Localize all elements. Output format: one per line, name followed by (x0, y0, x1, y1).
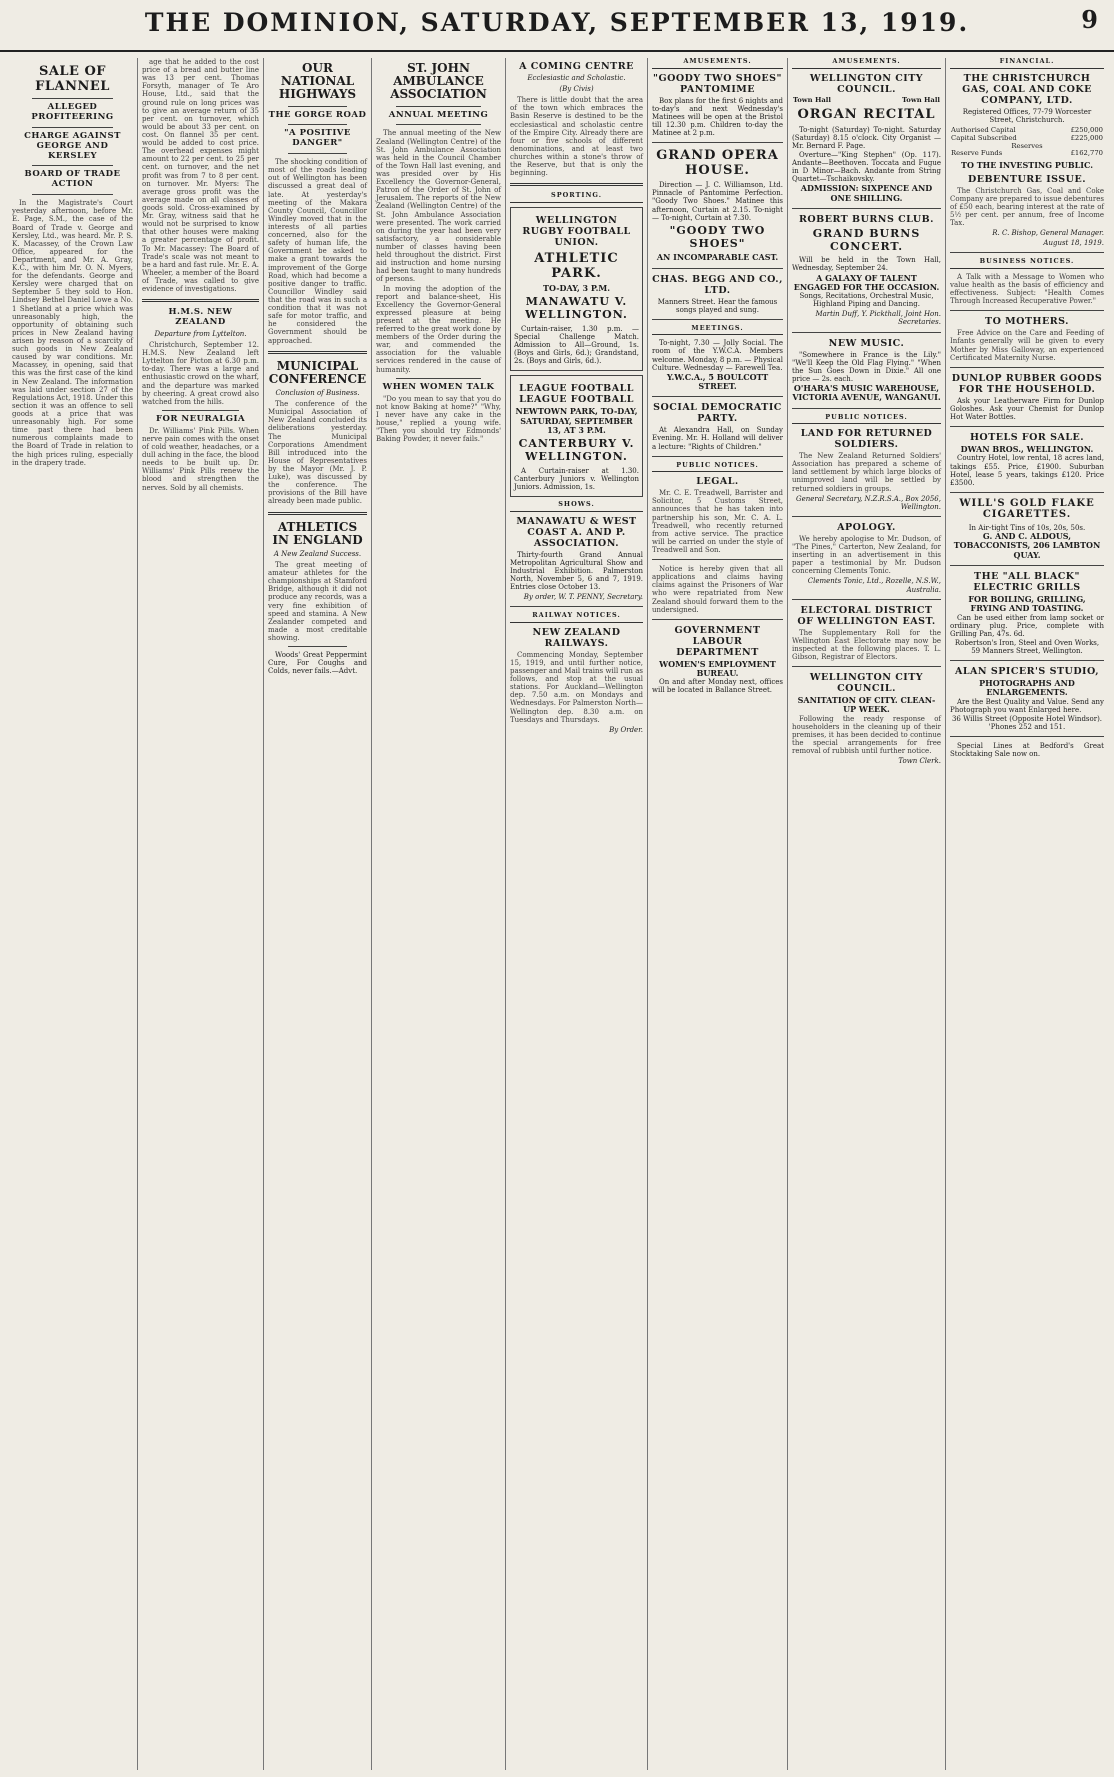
capital-table (950, 127, 1104, 159)
aldous-text: G. AND C. ALDOUS, TOBACCONISTS, 206 LAMBTON QUAY. (953, 531, 1101, 560)
league-teams: CANTERBURY V. WELLINGTON. (518, 437, 635, 463)
meetings-text: To-night, 7.30 — Jolly Social. The room of the Y.W.C.A. Members welcome. Monday, 8 p.m. — Physical Culture. Wednesday — Farewell Tea. (652, 339, 783, 372)
social-text: At Alexandra Hall, on Sunday Evening. Mr. H. Holland will deliver a lecture: "Rights of Children." (652, 426, 783, 451)
highways-subhead-2: "A POSITIVE DANGER" (284, 128, 351, 149)
town-hall-right: Town Hall (902, 95, 940, 104)
new-music-head: NEW MUSIC. (828, 337, 905, 349)
newspaper-title: THE DOMINION, SATURDAY, SEPTEMBER 13, 1919. (144, 8, 970, 37)
business-header: BUSINESS NOTICES. (950, 258, 1104, 269)
column-3 (264, 58, 372, 1770)
apology-text: We hereby apologise to Mr. Dudson, of "The Pines," Carterton, New Zealand, for inserting in an advertisement in this paper a testimonial by Mr. Dudson concerning Clements Tonic. (792, 534, 941, 576)
labour-dept-sub: WOMEN'S EMPLOYMENT BUREAU. (659, 658, 776, 679)
league-venue: NEWTOWN PARK, TO-DAY, SATURDAY, SEPTEMBER 13, AT 3 P.M. (515, 406, 638, 435)
burns-list: Songs, Recitations, Orchestral Music, Highland Piping and Dancing. (799, 292, 934, 309)
dunlop-text: Ask your Leatherware Firm for Dunlop Goloshes. Ask your Chemist for Dunlop Hot Water Bottles. (950, 396, 1104, 422)
column-2 (138, 58, 264, 1770)
public-notices-header-2: PUBLIC NOTICES. (792, 414, 941, 425)
hms-nz-text: Christchurch, September 12. H.M.S. New Zealand left Lyttelton for Picton at 6.30 p.m. to-day. There was a large and enthusiastic crowd on the wharf, and the departure was marked by cheering. A great crowd also watched from the hills. (142, 341, 259, 406)
ohara-address: O'HARA'S MUSIC WAREHOUSE, VICTORIA AVENUE, WANGANUI. (792, 382, 941, 403)
pantomime-text: Box plans for the first 6 nights and to-day's and next Wednesday's Matinees will be open at the Bristol till 12.30 p.m. Children to-day the Matinee at 2 p.m. (652, 96, 783, 137)
capital-label: Reserve Funds (951, 149, 1003, 158)
show-ad-head: MANAWATU & WEST COAST A. AND P. ASSOCIATION. (516, 515, 637, 549)
railway-text: Commencing Monday, September 15, 1919, and until further notice, passenger and Mail trains will run as follows, and stop at the usual stations. For Auckland—Wellington dep. 7.50 a.m. on Mondays and Wednesdays. For Palmerston North—Wellington dep. 8.30 a.m. on Tuesdays and Thursdays. (510, 650, 643, 724)
coming-centre-head: A COMING CENTRE (519, 61, 634, 72)
neuralgia-ad-text: Dr. Williams' Pink Pills. When nerve pain comes with the onset of cold weather, headaches, or a dull aching in the face, the blood needs to be built up. Dr. Williams' Pink Pills renew the blood and strengthen the nerves. Sold by all chemists. (142, 426, 260, 492)
studio-address: 36 Willis Street (Opposite Hotel Windsor). 'Phones 252 and 151. (951, 714, 1103, 731)
shows-header: SHOWS. (510, 501, 643, 512)
column-8 (946, 58, 1108, 1770)
amusements-header-2: AMUSEMENTS. (792, 58, 941, 69)
debenture-sign: R. C. Bishop, General Manager. (992, 229, 1104, 238)
flannel-article-continued: age that he added to the cost price of a bread and butter line was 13 per cent. Thomas Forsyth, manager of Te Aro House, Ltd., said that the ground rule on long prices was to give an average return of 35 per cent. on turnover, which would be about 33 per cent. on cost. On flannel 35 per cent. would be added to cost price. The overhead expenses might amount to 22 per cent. to 25 per cent. on turnover, and the net profit was from 7 to 8 per cent. on turnover. Mr. Myers: The average gross profit was the average made on all classes of goods sold. Cross-examined by Mr. Gray, witness said that he would not be surprised to know that other houses were making a greater percentage of profit. To Mr. Macassey: The Board of Trade's scale was not meant to be a hard and fast rule. Mr. E. A. Wheeler, a member of the Board of Trade, was called to give evidence of investigations. (142, 58, 259, 294)
town-hall-banner (792, 97, 941, 105)
bedford-sale-text: Special Lines at Bedford's Great Stocktaking Sale now on. (950, 742, 1104, 759)
municipal-text: The conference of the Municipal Association of New Zealand concluded its deliberations yesterday. The Municipal Corporations Amendment Bill introduced into the House of Representatives by the Mayor (Mr. J. P. Luke), was discussed by the conference. The provisions of the Bill have already been made public. (268, 400, 367, 506)
rugby-head: WELLINGTON RUGBY FOOTBALL UNION. (522, 214, 631, 248)
page-number: 9 (1081, 5, 1098, 34)
athletics-text: The great meeting of amateur athletes for the championships at Stamford Bridge, although it did not produce any records, was a very fine exhibition of speed and stamina. A New Zealander competed and made a most creditable showing. (268, 561, 367, 643)
coming-centre-sub: Ecclesiastic and Scholastic. (527, 74, 626, 83)
land-sign: General Secretary, N.Z.R.S.A., Box 2056, Wellington. (796, 494, 941, 511)
apology-sign: Clements Tonic, Ltd., Rozelle, N.S.W., Australia. (807, 577, 941, 594)
wills-text: In Air-tight Tins of 10s, 20s, 50s. (968, 524, 1086, 533)
robertson-address: Robertson's Iron, Steel and Oven Works, 59 Manners Street, Wellington. (954, 638, 1100, 655)
gas-company-head: THE CHRISTCHURCH GAS, COAL AND COKE COMPANY, LTD. (962, 72, 1092, 106)
hotels-sub: DWAN BROS., WELLINGTON. (960, 444, 1094, 455)
flannel-article-text: In the Magistrate's Court yesterday afternoon, before Mr. E. Page, S.M., the case of the Board of Trade v. George and Kersley, Ltd., was heard. Mr. P. S. K. Macassey, of the Crown Law Office, appeared for the Department, and Mr. A. Gray, K.C., with him Mr. O. N. Myers, for the defendants. George and Kersley were charged that on September 5 they sold to Hon. Lindsey Bethel Daniel Lowe a No. 1 Shetland at a price which was unreasonably high, the opportunity of obtaining such prices in New Zealand having arisen by reason of a scarcity of such goods in New Zealand caused by war conditions. Mr. Macassey, in opening, said that this was the first case of the kind in New Zealand. The information was laid under section 27 of the Regulations Act, 1918. Under this section it was an offence to sell goods at a price that was unreasonably high. For some time past there had been numerous complaints made to the Board of Trade in relation to the high prices ruling, especially in the drapery trade. (12, 199, 133, 467)
column-1 (8, 58, 138, 1770)
hms-nz-headline: H.M.S. NEW ZEALAND (168, 307, 233, 328)
sanitation-sign: Town Clerk. (898, 757, 941, 766)
financial-header: FINANCIAL. (950, 58, 1104, 69)
st-john-text: The annual meeting of the New Zealand (Wellington Centre) of the St. John Ambulance Association was held in the Council Chamber of the Town Hall last evening, and was presided over by His Excellency the Governor-General, Patron of the Order of St. John of Jerusalem. The reports of the New Zealand (Wellington Centre) of the St. John Ambulance Association were presented. The work carried on during the year had been very satisfactory, a considerable number of classes having been held throughout the district. First aid instruction and home nursing had been taught to many hundreds of persons. (376, 129, 501, 284)
wills-head: WILL'S GOLD FLAKE CIGARETTES. (959, 497, 1095, 521)
organ-program: Overture—"King Stephen" (Op. 117). Andante—Beethoven. Toccata and Fugue in D Minor—Bach. Andante from String Quartet—Tschaikovsky. (792, 150, 941, 184)
rugby-ad (510, 207, 643, 372)
neuralgia-ad-head: FOR NEURALGIA (155, 413, 246, 424)
rugby-teams: MANAWATU V. WELLINGTON. (525, 295, 628, 322)
masthead (0, 0, 1114, 52)
railway-sub: NEW ZEALAND RAILWAYS. (532, 626, 621, 649)
hms-nz-deck: Departure from Lyttelton. (154, 329, 247, 338)
gas-company-office: Registered Offices, 77-79 Worcester Street, Christchurch. (962, 107, 1092, 124)
show-ad-sign: By order, W. T. PENNY, Secretary. (523, 593, 643, 602)
capital-value: £225,000 (1070, 133, 1103, 142)
chas-begg-text: Manners Street. Hear the famous songs played and sung. (657, 297, 778, 314)
st-john-headline: ST. JOHN AMBULANCE ASSOCIATION (390, 61, 487, 102)
electoral-text: The Supplementary Roll for the Wellington East Electorate may now be inspected at the following places. T. L. Gibson, Registrar of Electors. (792, 628, 941, 661)
opera-text: Direction — J. C. Williamson, Ltd. Pinnacle of Pantomime Perfection. "Goody Two Shoes." Matinee this afternoon, Curtain at 2.15. To-night — To-night, Curtain at 7.30. (652, 181, 783, 222)
hotels-text: Country Hotel, low rental, 18 acres land, takings £55. Price, £1900. Suburban Hotel, lease 5 years, takings £120. Price £3500. (950, 454, 1104, 487)
studio-sub: PHOTOGRAPHS AND ENLARGEMENTS. (979, 678, 1075, 698)
column-7 (788, 58, 946, 1770)
show-ad-text: Thirty-fourth Grand Annual Metropolitan Agricultural Show and Industrial Exhibition. Palmerston North, November 5, 6 and 7, 1919. Entries close October 13. (510, 550, 643, 592)
st-john-text-2: In moving the adoption of the report and balance-sheet, His Excellency the Governor-General expressed pleasure at being present at the meeting. He referred to the great work done by members of the Order during the war, and commended the association for the valuable services rendered in the cause of humanity. (376, 284, 501, 374)
burns-sign: Martin Duff, Y. Pickthall, Joint Hon. Secretaries. (815, 310, 941, 327)
land-head: LAND FOR RETURNED SOLDIERS. (800, 428, 933, 451)
flannel-headline: SALE OF FLANNEL (35, 64, 110, 95)
public-notices-header-1: PUBLIC NOTICES. (652, 462, 783, 473)
opera-show: "GOODY TWO SHOES" (669, 223, 766, 250)
electric-grill-sub: FOR BOILING, GRILLING, FRYING AND TOASTING. (968, 593, 1086, 614)
peppermint-ad: Woods' Great Peppermint Cure, For Coughs and Colds, never fails.—Advt. (268, 651, 367, 676)
flannel-subhead-2: CHARGE AGAINST GEORGE AND KERSLEY (24, 130, 121, 161)
social-head: SOCIAL DEMOCRATIC PARTY. (653, 402, 782, 425)
legal-text: Mr. C. E. Treadwell, Barrister and Solicitor, 5 Customs Street, announces that he has taken into partnership his son, Mr. C. A. L. Treadwell, who recently returned from active service. The practice will be carried on under the style of Treadwell and Son. (652, 489, 783, 554)
mothers-head: TO MOTHERS. (985, 316, 1069, 328)
organ-text: To-night (Saturday) To-night. Saturday (Saturday) 8.15 o'clock. City Organist — Mr. Bernard F. Page. (792, 125, 941, 150)
studio-head: ALAN SPICER'S STUDIO, (954, 666, 1100, 678)
sanitation-head: WELLINGTON CITY COUNCIL. (809, 672, 924, 695)
debenture-head: DEBENTURE ISSUE. (967, 173, 1087, 185)
flannel-subhead-3: BOARD OF TRADE ACTION (24, 169, 121, 190)
mothers-text: Free Advice on the Care and Feeding of Infants generally will be given to every Mother by Miss Galloway, an experienced Certificated Maternity Nurse. (950, 329, 1104, 362)
electric-grill-text: Can be used either from lamp socket or ordinary plug. Price, complete with Grilling Pan, 47s. 6d. (950, 613, 1104, 638)
burns-concert: GRAND BURNS CONCERT. (812, 226, 921, 253)
railway-sign: By Order. (609, 725, 643, 734)
municipal-headline: MUNICIPAL CONFERENCE (268, 358, 367, 386)
coming-centre-text: There is little doubt that the area of the town which embraces the Basin Reserve is destined to be the ecclesiastical and scholastic centre of the Empire City. Already there are four or five schools of different denominations, and at least two churches within a stone's throw of the Reserve, but that is only the beginning. (510, 96, 643, 178)
organ-admission: ADMISSION: SIXPENCE AND ONE SHILLING. (800, 183, 933, 203)
electoral-head: ELECTORAL DISTRICT OF WELLINGTON EAST. (797, 604, 936, 627)
league-head: LEAGUE FOOTBALL LEAGUE FOOTBALL (519, 383, 634, 406)
electric-grill-head: THE "ALL BLACK" ELECTRIC GRILLS (973, 570, 1081, 593)
burns-club-head: ROBERT BURNS CLUB. (799, 213, 934, 225)
athletics-headline: ATHLETICS IN ENGLAND (272, 519, 363, 547)
capital-label: Reserves (1011, 141, 1043, 150)
debenture-text: The Christchurch Gas, Coal and Coke Company are prepared to issue debentures of £50 each, bearing interest at the rate of 5½ per cent. per annum, free of Income Tax. (950, 186, 1104, 228)
dunlop-head: DUNLOP RUBBER GOODS FOR THE HOUSEHOLD. (951, 372, 1103, 395)
capital-row (950, 150, 1104, 158)
burns-text: Will be held in the Town Hall, Wednesday, September 24. (792, 256, 941, 273)
women-talk-text: "Do you mean to say that you do not know Baking at home?" "Why, I never have any cake in the house," replied a young wife. "Then you should try Edmonds' Baking Powder, it never fails." (376, 394, 501, 444)
capital-value: £162,770 (1070, 149, 1103, 158)
sanitation-text: Following the ready response of householders in the cleaning up of their premises, it has been decided to continue the special arrangements for free removal of rubbish until further notice. (792, 714, 941, 756)
ywca-address: Y.W.C.A., 5 BOULCOTT STREET. (666, 371, 769, 392)
sporting-header: SPORTING. (510, 192, 643, 203)
column-6 (648, 58, 788, 1770)
rugby-park: ATHLETIC PARK. (534, 250, 619, 281)
capital-label: Authorised Capital (951, 125, 1016, 134)
apology-head: APOLOGY. (837, 521, 896, 533)
invest-head: TO THE INVESTING PUBLIC. (961, 160, 1093, 171)
athletics-deck: A New Zealand Success. (273, 549, 362, 558)
flannel-subhead: ALLEGED PROFITEERING (31, 102, 114, 123)
burns-sub: A GALAXY OF TALENT ENGAGED FOR THE OCCASION. (793, 272, 940, 292)
column-5 (506, 58, 648, 1770)
st-john-subhead: ANNUAL MEETING (388, 109, 489, 120)
page-columns (8, 58, 1108, 1770)
chas-begg-head: CHAS. BEGG AND CO., LTD. (652, 273, 783, 296)
hotels-head: HOTELS FOR SALE. (969, 432, 1085, 444)
pantomime-head: "GOODY TWO SHOES" PANTOMIME (653, 72, 782, 95)
rugby-text: Curtain-raiser, 1.30 p.m. — Special Challenge Match. Admission to All—Ground, 1s. (Boys and Girls, 6d.); Grandstand, 2s. (Boys and Girls, 6d.). (514, 324, 639, 366)
sanitation-sub: SANITATION OF CITY. CLEAN-UP WEEK. (797, 695, 936, 715)
opera-head: GRAND OPERA HOUSE. (656, 148, 779, 179)
town-hall-left: Town Hall (793, 95, 831, 104)
land-text: The New Zealand Returned Soldiers' Association has prepared a scheme of land settlement by which large blocks of unimproved land will be settled by returned soldiers in groups. (792, 452, 941, 493)
amusements-header-1: AMUSEMENTS. (652, 58, 783, 69)
organ-recital: ORGAN RECITAL (797, 107, 936, 123)
studio-text: Are the Best Quality and Value. Send any Photograph you want Enlarged here. (950, 697, 1104, 714)
legal-head: LEGAL. (696, 476, 739, 488)
talk-text: A Talk with a Message to Women who value health as the basis of efficiency and effectiveness. Subject: "Health Comes Through Increased Recuperative Power." (950, 272, 1104, 306)
council-head: WELLINGTON CITY COUNCIL. (809, 72, 924, 95)
capital-value: £250,000 (1070, 125, 1103, 134)
new-music-text: "Somewhere in France is the Lily." "We'll Keep the Old Flag Flying." "When the Sun Goes Down in Dixie." All one price — 2s. each. (792, 350, 941, 383)
labour-dept-text: On and after Monday next, offices will be located in Ballance Street. (652, 678, 783, 695)
meetings-header: MEETINGS. (652, 325, 783, 336)
opera-cast: AN INCOMPARABLE CAST. (656, 252, 779, 263)
capital-label: Capital Subscribed (951, 133, 1017, 142)
highways-subhead: THE GORGE ROAD (268, 109, 367, 120)
highways-text: The shocking condition of most of the roads leading out of Wellington has been discussed a great deal of late. At yesterday's meeting of the Makara County Council, Councillor Windley moved that in the interests of all parties concerned, also for the safety of human life, the Government be asked to make a grant towards the improvement of the Gorge Road, which had become a positive danger to traffic. Councillor Windley said that the road was in such a condition that it was not safe for motor traffic, and he considered the Government should be approached. (268, 158, 367, 345)
league-ad (510, 375, 643, 497)
municipal-deck: Conclusion of Business. (275, 389, 360, 398)
debenture-date: August 18, 1919. (1043, 239, 1104, 248)
coming-centre-byline: (By Civis) (559, 85, 594, 94)
women-talk-head: WHEN WOMEN TALK (382, 381, 495, 392)
highways-headline: OUR NATIONAL HIGHWAYS (278, 61, 357, 102)
pow-notice-text: Notice is hereby given that all applications and claims having claims against the Prisoners of War who were repatriated from New Zealand should forward them to the undersigned. (652, 565, 783, 614)
column-4 (372, 58, 506, 1770)
railway-header: RAILWAY NOTICES. (510, 612, 643, 623)
league-text: A Curtain-raiser at 1.30. Canterbury Juniors v. Wellington Juniors. Admission, 1s. (514, 466, 639, 491)
labour-dept-head: GOVERNMENT LABOUR DEPARTMENT (674, 624, 761, 658)
rugby-time: TO-DAY, 3 P.M. (543, 283, 610, 294)
